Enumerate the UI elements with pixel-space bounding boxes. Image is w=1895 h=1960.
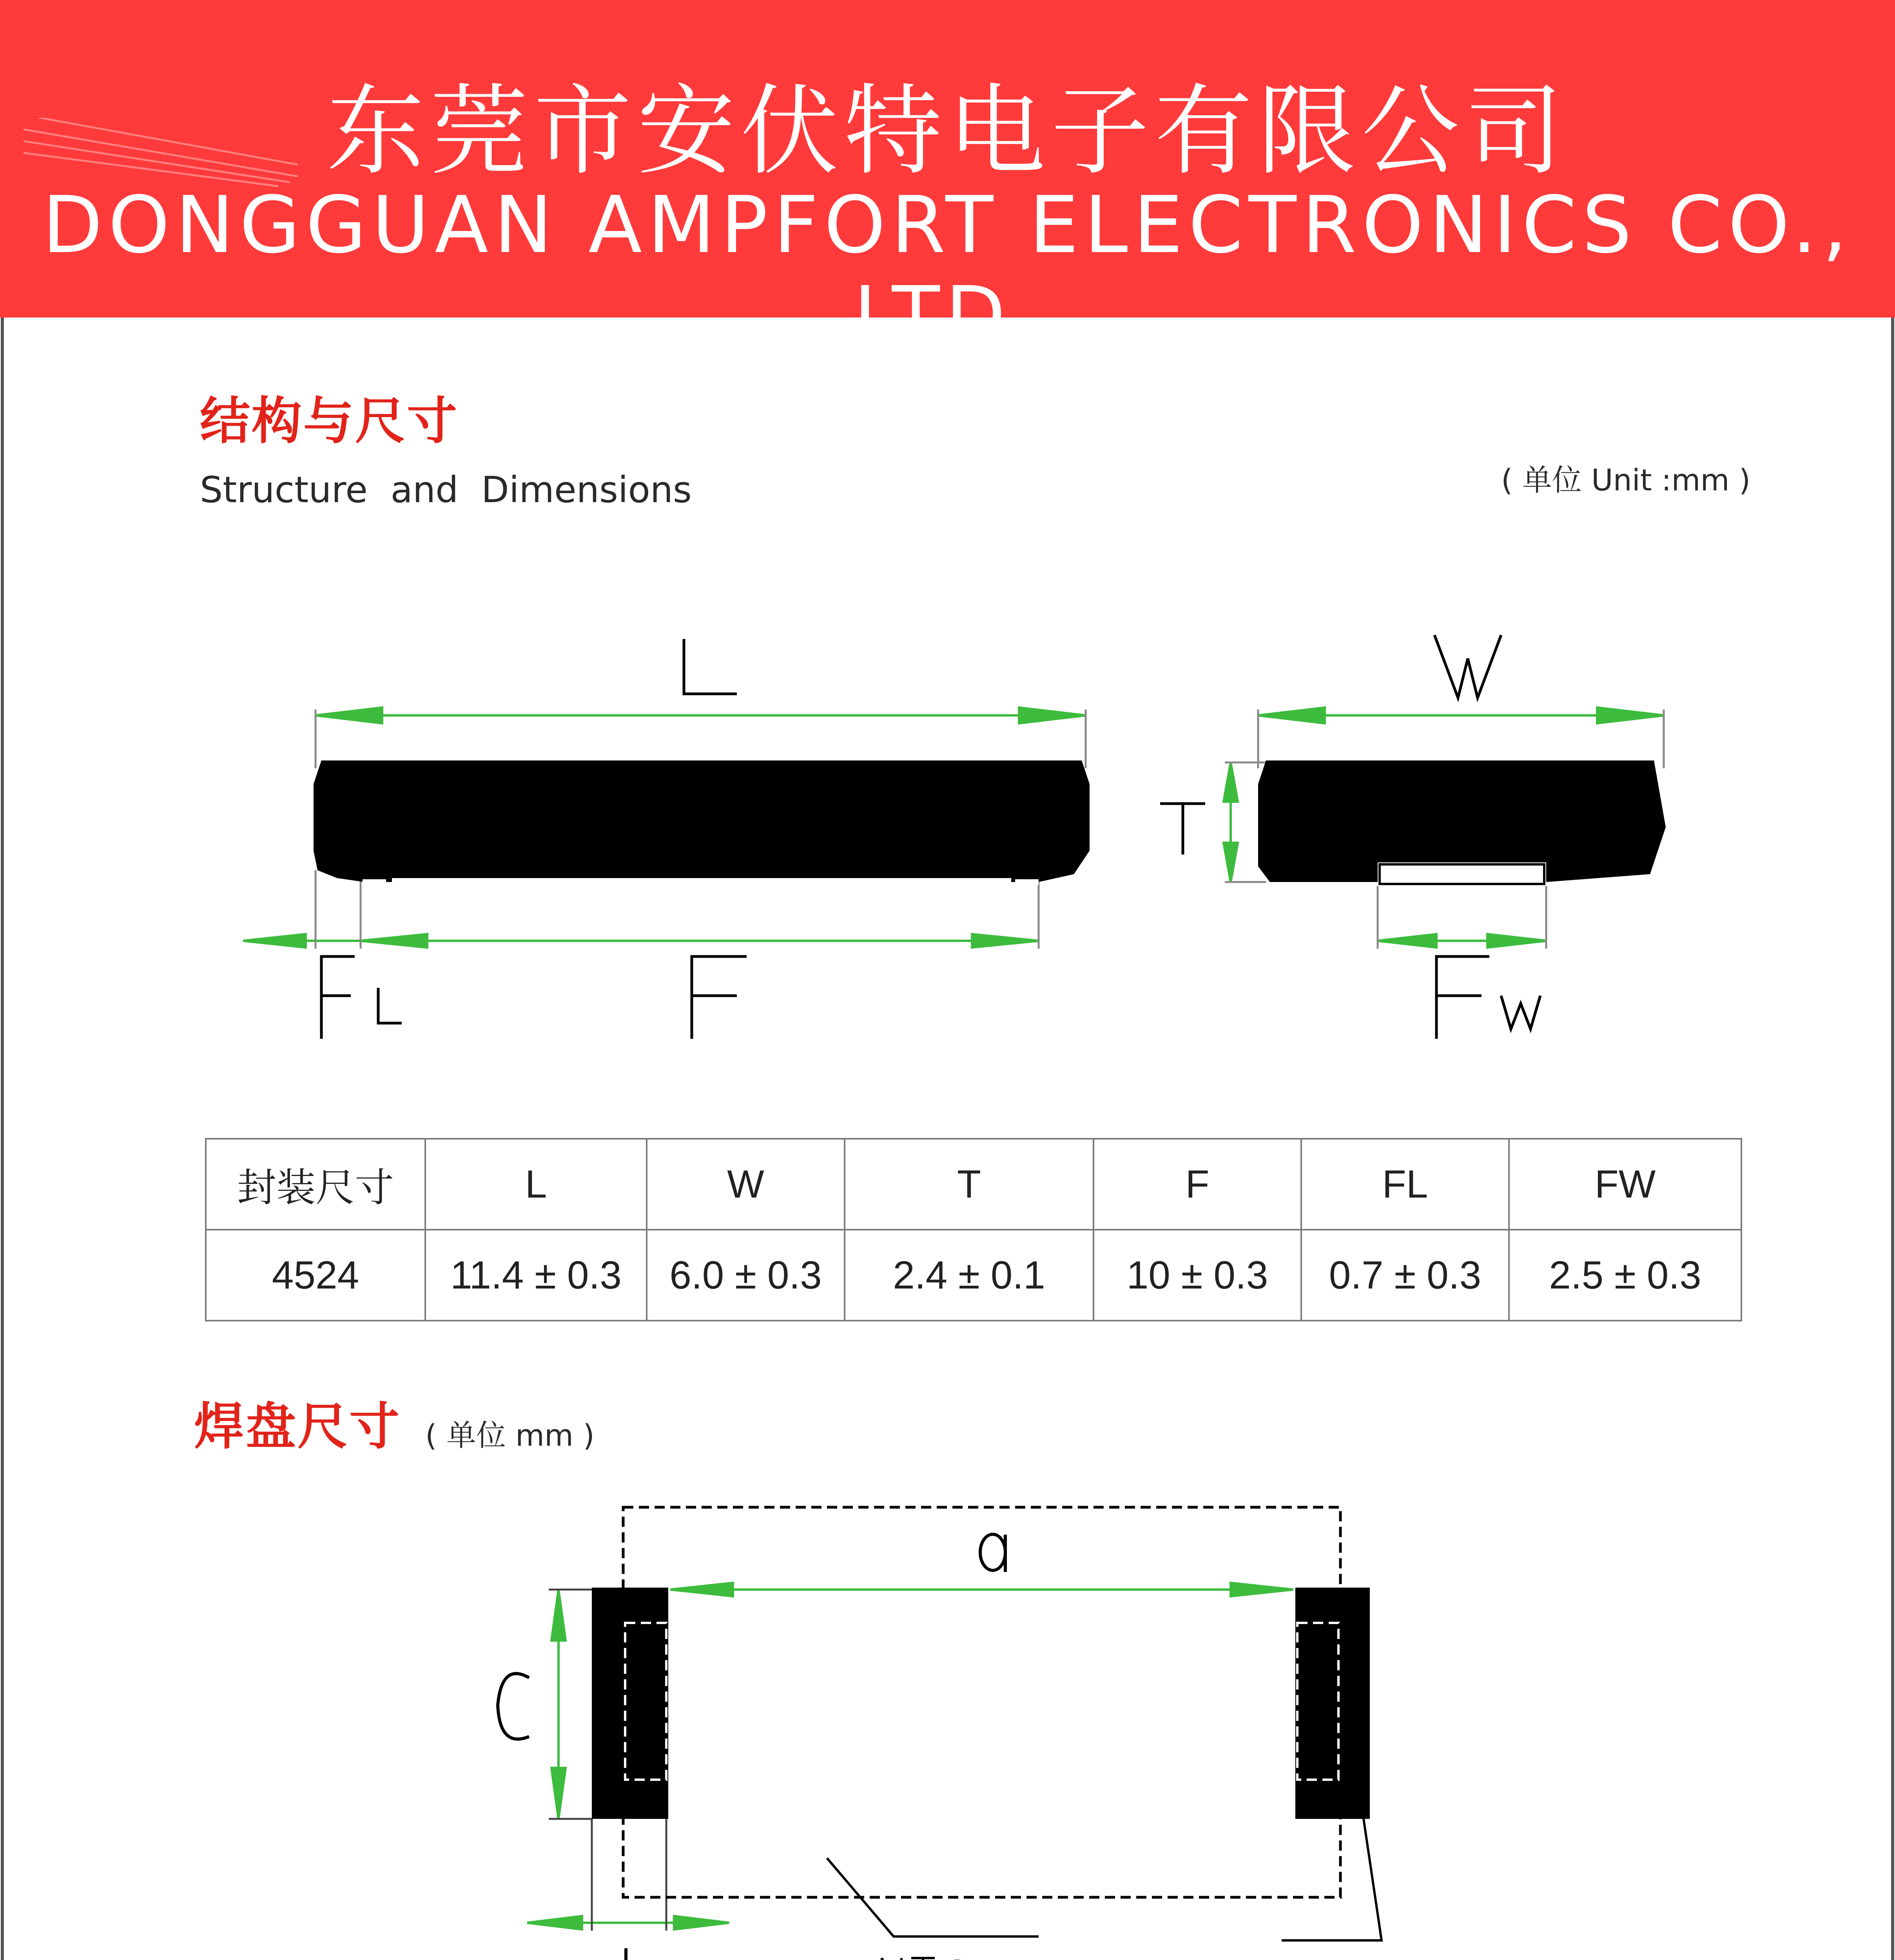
end-view-drawing [1137, 608, 1705, 1078]
header-L: L [425, 1139, 647, 1230]
pad-layout-drawing [470, 1490, 1450, 1960]
header-banner [0, 0, 1895, 361]
ntc-outline [623, 1507, 1340, 1897]
header-FL: FL [1301, 1139, 1509, 1230]
structure-title-en: Structure and Dimensions [200, 469, 692, 511]
company-name-en: DONGGUAN AMPFORT ELECTRONICS CO., LTD. [42, 180, 1853, 361]
component-side-body [314, 760, 1090, 882]
cell-FL: 0.7 ± 0.3 [1301, 1230, 1509, 1321]
dimension-table [205, 1138, 1742, 1321]
cell-T: 2.4 ± 0.1 [845, 1230, 1093, 1321]
header-T: T [845, 1139, 1093, 1230]
cell-L: 11.4 ± 0.3 [425, 1230, 647, 1321]
company-name-cn: 东莞市安伏特电子有限公司 [326, 74, 1569, 188]
side-view-drawing [196, 588, 1156, 1078]
dimension-table-row [206, 1230, 1741, 1321]
pad-unit: ( 单位 mm ) [425, 1418, 595, 1453]
header-FW: FW [1509, 1139, 1741, 1230]
cell-F: 10 ± 0.3 [1093, 1230, 1301, 1321]
structure-unit: ( 单位 Unit :mm ) [1501, 463, 1751, 497]
header-F: F [1093, 1139, 1301, 1230]
cell-FW: 2.5 ± 0.3 [1509, 1230, 1741, 1321]
header-W: W [647, 1139, 845, 1230]
cell-W: 6.0 ± 0.3 [647, 1230, 845, 1321]
dimension-table-header-row [206, 1139, 1741, 1230]
pad-title-cn: 焊盘尺寸 [194, 1397, 401, 1456]
cell-package: 4524 [206, 1230, 425, 1321]
structure-title-cn: 结构与尺寸 [200, 392, 459, 450]
header-package-size: 封装尺寸 [206, 1139, 425, 1230]
